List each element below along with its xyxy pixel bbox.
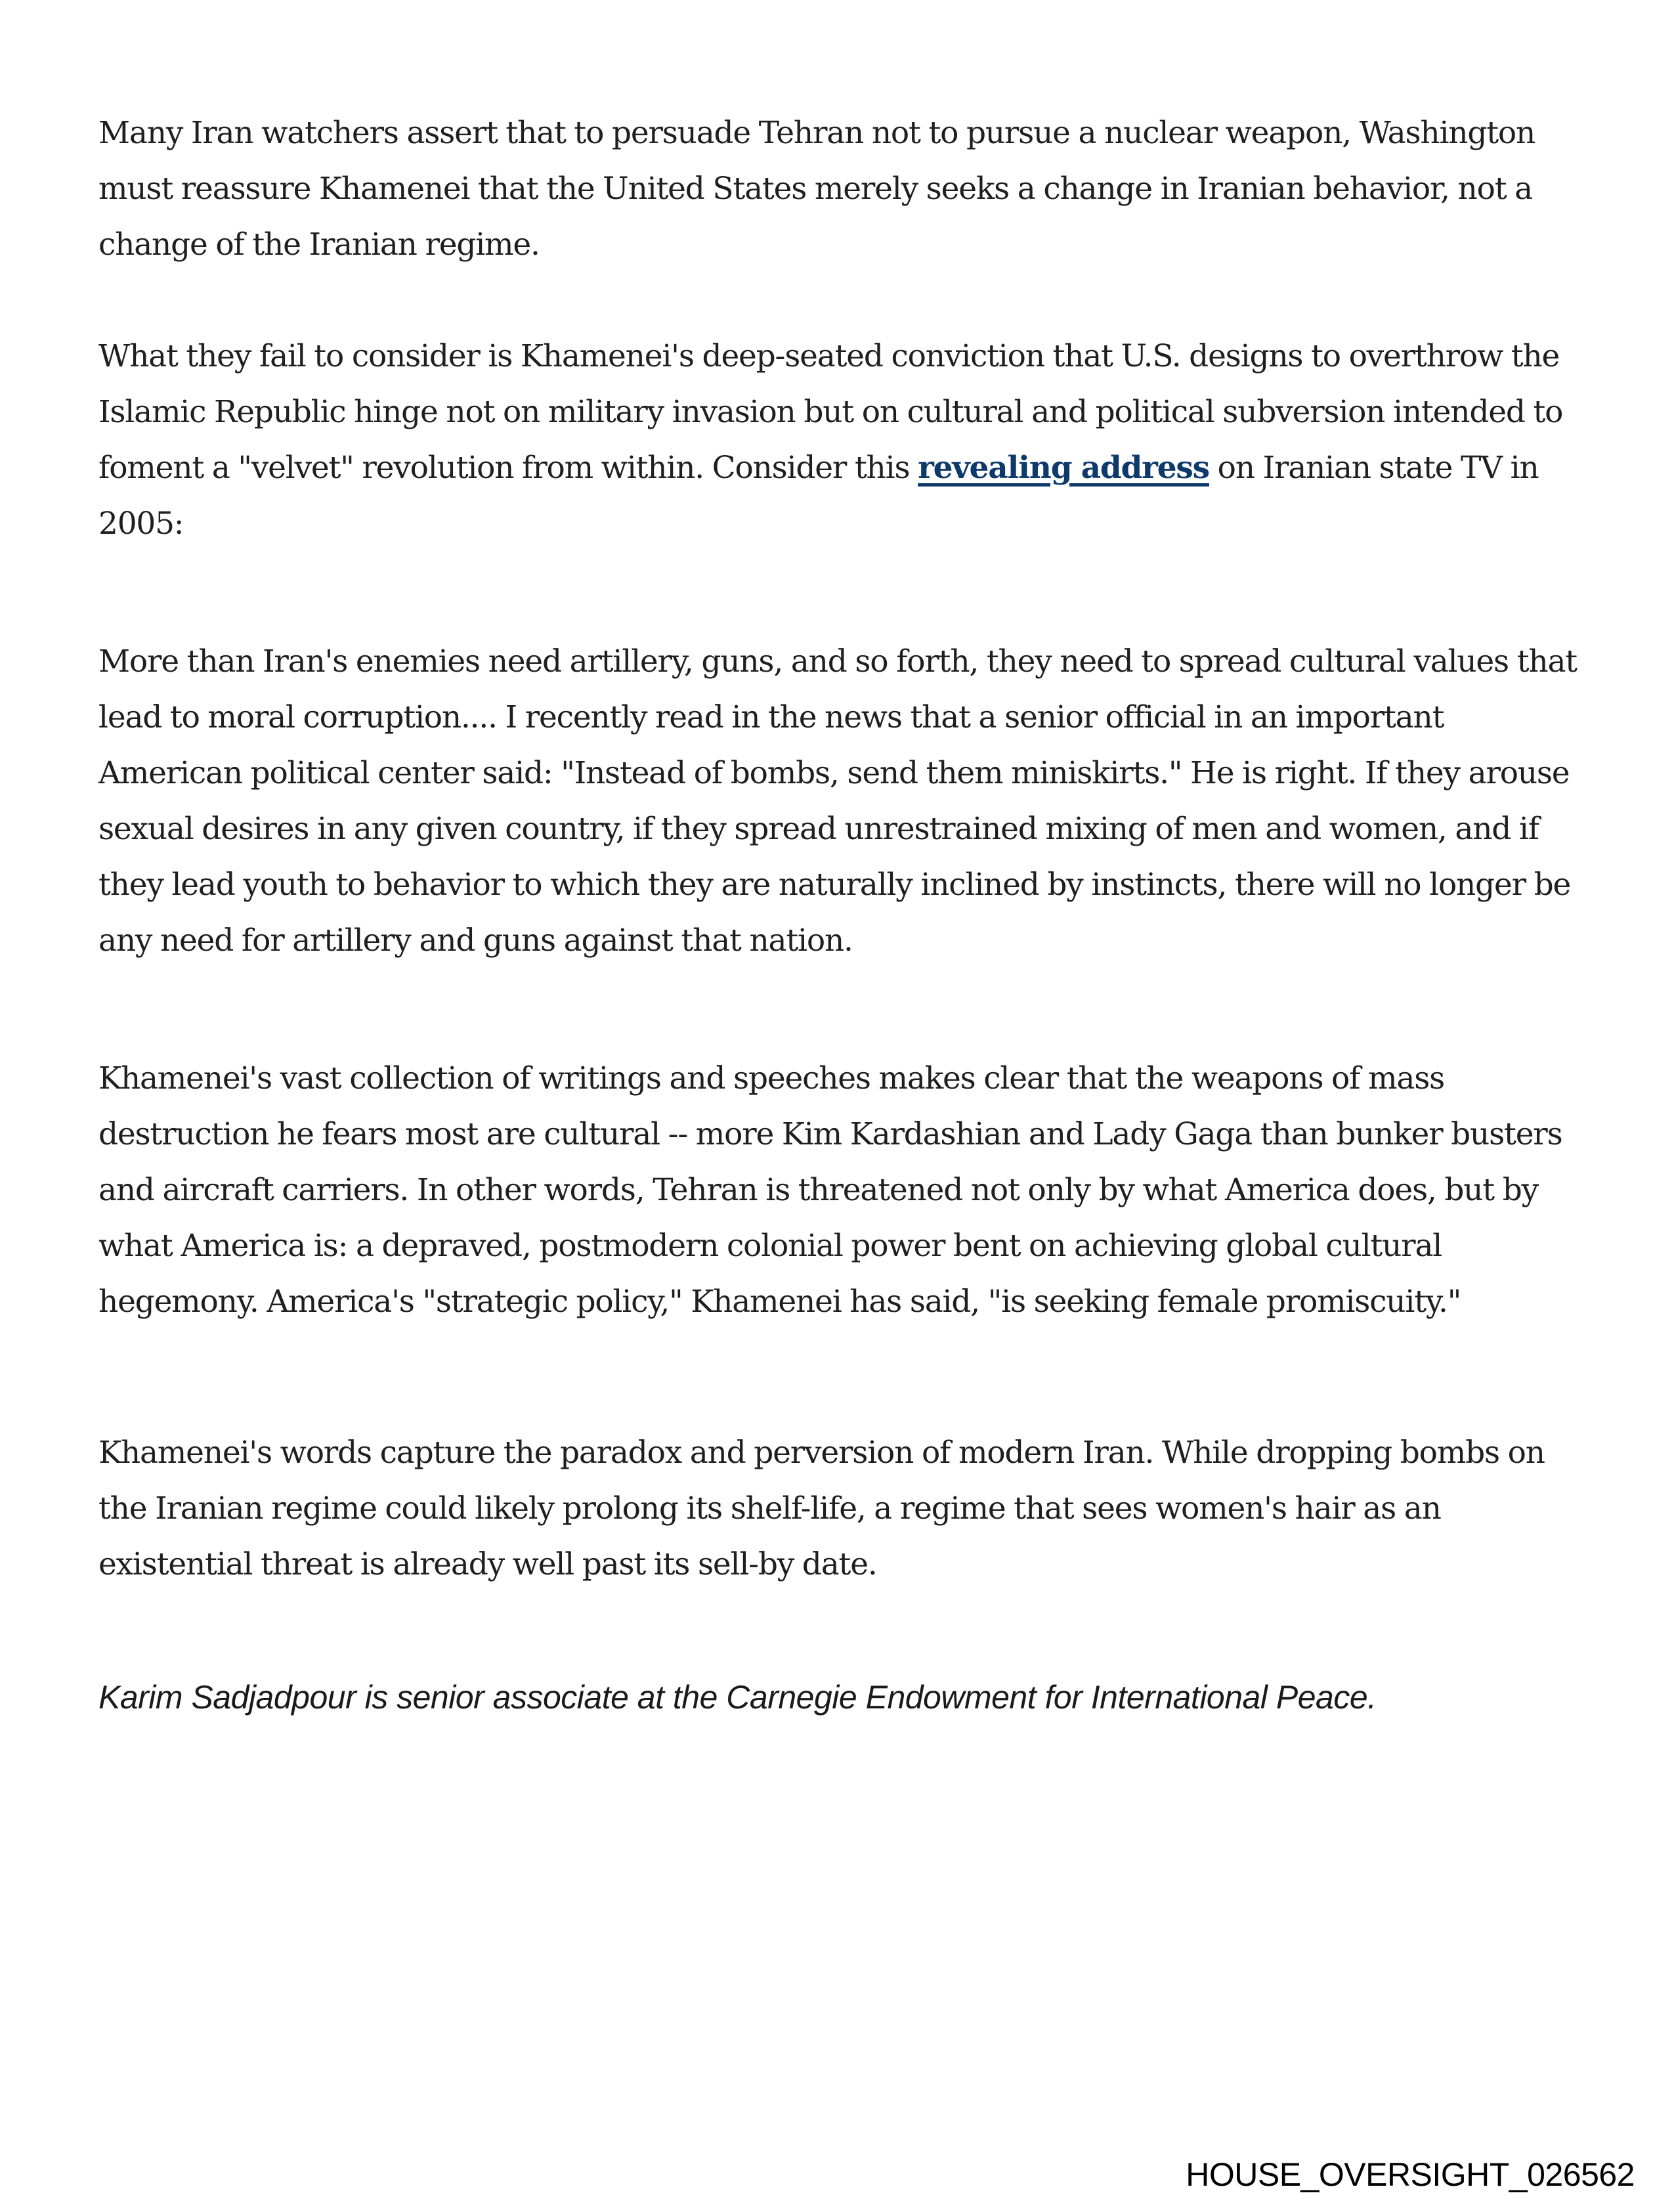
paragraph-text: on Iranian state TV in 2005:: [98, 450, 1539, 542]
bates-number: HOUSE_OVERSIGHT_026562: [1186, 2156, 1635, 2193]
revealing-address-link[interactable]: revealing address: [918, 450, 1209, 486]
author-byline: Karim Sadjadpour is senior associate at the Carnegie Endowment for International Peace.: [98, 1679, 1377, 1716]
paragraph-conclusion: Khamenei's words capture the paradox and perversion of modern Iran. While dropping bombs on the Iranian regime could likely prolong its shelf-life, a regime that sees women's hair as an existential threat is already well past its sell-by date.: [98, 1435, 1545, 1582]
paragraph-intro: Many Iran watchers assert that to persuade Tehran not to pursue a nuclear weapon, Washington must reassure Khamenei that the United States merely seeks a change in Iranian behavior, not a change of the Iranian regime.: [98, 115, 1535, 263]
paragraph-text: What they fail to consider is Khamenei's deep-seated conviction that U.S. designs to overthrow the Islamic Republic hinge not on military invasion but on cultural and political subversion intended to foment a "velvet" revolution from within. Consider this: [98, 338, 1563, 486]
block-quote: More than Iran's enemies need artillery, guns, and so forth, they need to spread cultural values that lead to moral corruption.... I recently read in the news that a senior official in an important American political center said: "Instead of bombs, send them miniskirts." He is right. If they arouse sexual desires in any given country, if they spread unrestrained mixing of men and women, and if they lead youth to behavior to which they are naturally inclined by instincts, there will no longer be any need for artillery and guns against that nation.: [98, 643, 1577, 959]
paragraph-khamenei-conviction: [98, 328, 1582, 552]
paragraph-cultural-weapons: Khamenei's vast collection of writings and speeches makes clear that the weapons of mass destruction he fears most are cultural -- more Kim Kardashian and Lady Gaga than bunker busters and aircraft carriers. In other words, Tehran is threatened not only by what America does, but by what America is: a depraved, postmodern colonial power bent on achieving global cultural hegemony. America's "strategic policy," Khamenei has said, "is seeking female promiscuity.": [98, 1060, 1562, 1320]
